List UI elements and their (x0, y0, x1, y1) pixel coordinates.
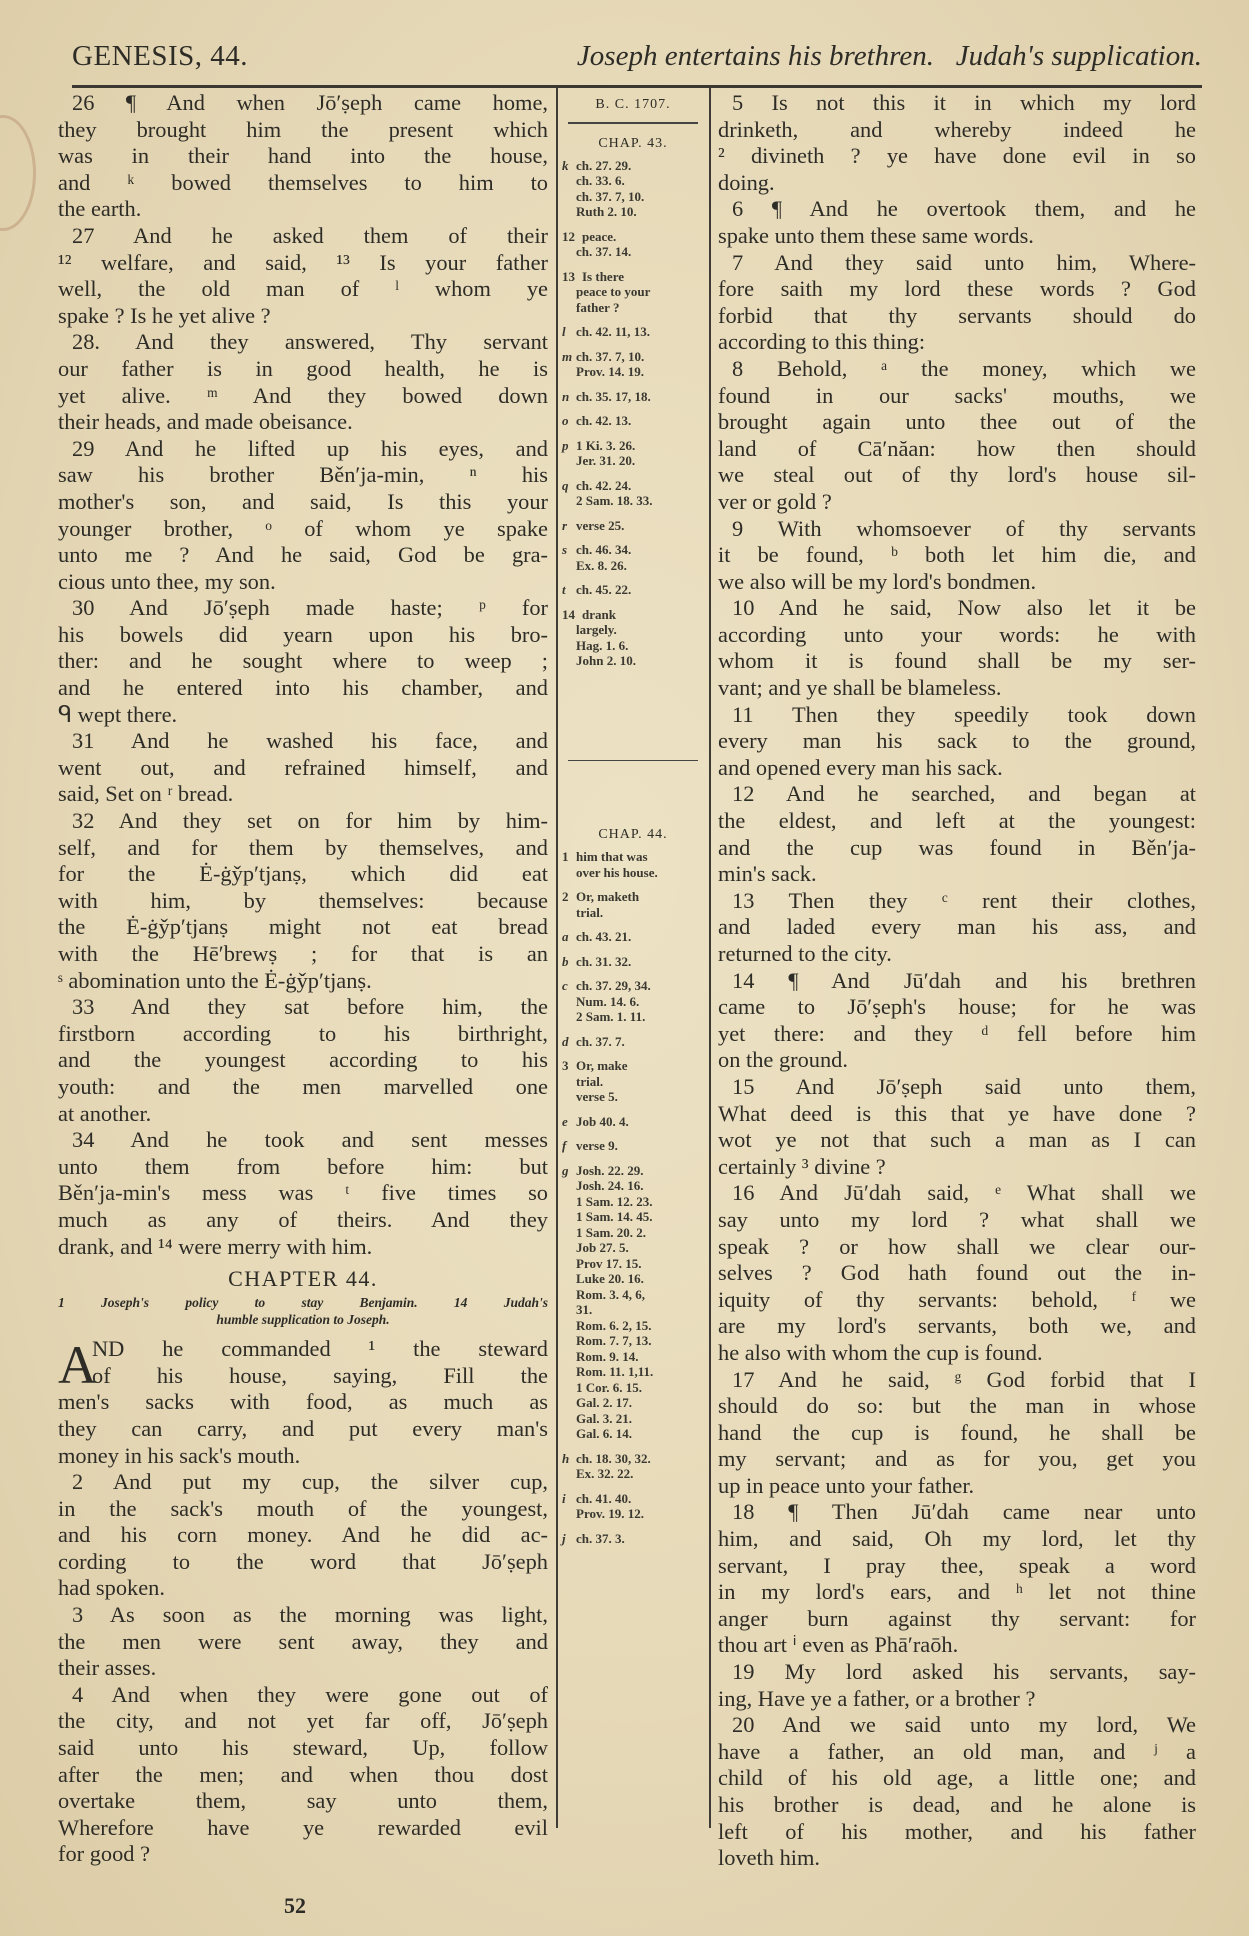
note-marker: d (562, 1033, 569, 1049)
text-line: with the Hē′brewṣ ; for that is an (58, 941, 548, 966)
text-line: brought again unto thee out of the (718, 409, 1196, 435)
note-text: ch. 41. 40. (576, 1490, 632, 1506)
note-text: drank (582, 606, 616, 622)
text-line: loveth him. (718, 1845, 820, 1871)
note-marker: 3 (562, 1058, 569, 1073)
text-line: spake unto them these same words. (718, 222, 1034, 248)
text-line: 33 And they sat before him, the (72, 994, 548, 1020)
note-text: 1 Sam. 14. 45. (576, 1209, 653, 1224)
note-marker: b (562, 953, 569, 969)
note-text: ch. 37. 3. (576, 1530, 625, 1546)
text-line: had spoken. (58, 1575, 165, 1601)
text-line: and his corn money. And he did ac- (58, 1522, 548, 1548)
text-line: 16 And Jū′dah said, ᵉ What shall we (732, 1180, 1196, 1206)
text-line: 3 As soon as the morning was light, (72, 1602, 548, 1628)
text-line: in my lord's ears, and ʰ let not thine (718, 1579, 1196, 1605)
text-line: according to this thing: (718, 329, 926, 355)
text-line: for the Ė-ġy̌p′tjanṣ, which did eat (58, 861, 548, 887)
margin-note (562, 1451, 704, 1482)
margin-note (562, 1058, 704, 1105)
note-text: verse 5. (576, 1089, 618, 1104)
text-line: What deed is this that ye have done ? (718, 1100, 1196, 1126)
text-line: cording to the word that Jō′ṣeph (58, 1548, 548, 1574)
text-line: unto me ? And he said, God be gra- (58, 542, 548, 568)
margin-note (562, 438, 704, 469)
note-marker: 1 (562, 849, 569, 864)
text-line: the earth. (58, 196, 142, 222)
text-line: much as any of theirs. And they (58, 1206, 548, 1232)
left-text-column (58, 90, 548, 1868)
text-line: men's sacks with food, as much as (58, 1389, 548, 1415)
note-marker: g (562, 1162, 569, 1178)
note-text: Job 40. 4. (576, 1113, 629, 1129)
text-line: forbid that thy servants should do (718, 302, 1196, 328)
note-text: Or, maketh (576, 889, 640, 904)
text-line: for good ? (58, 1841, 151, 1867)
margin-note (562, 1138, 704, 1154)
text-line: 5 Is not this it in which my lord (732, 90, 1196, 115)
text-line: thou art ⁱ even as Phā′raōh. (718, 1632, 959, 1658)
text-line: younger brother, ᵒ of whom ye spake (58, 515, 548, 541)
text-line: said, Set on ʳ bread. (58, 781, 234, 807)
text-line: in the sack's mouth of the youngest, (58, 1495, 548, 1521)
text-line: his brother is dead, and he alone is (718, 1792, 1196, 1817)
margin-note (562, 849, 704, 880)
note-text: peace. (582, 228, 617, 244)
note-text: ch. 37. 7. (576, 1033, 625, 1049)
text-line: drinketh, and whereby indeed he (718, 116, 1196, 142)
text-line: 28. And they answered, Thy servant (72, 329, 548, 355)
note-marker: o (562, 413, 569, 428)
text-line: went out, and refrained himself, and (58, 754, 548, 780)
note-text: trial. (576, 1073, 604, 1089)
verses-ch44 (58, 1336, 548, 1868)
note-text: Prov 17. 15. (576, 1255, 642, 1271)
page-stain (0, 115, 36, 231)
note-text: Rom. 11. 1,11. (576, 1364, 654, 1379)
margin-note (562, 978, 704, 1025)
note-text: verse 9. (576, 1138, 618, 1153)
note-marker: q (562, 477, 569, 493)
text-line: Wherefore have ye rewarded evil (58, 1814, 548, 1840)
note-text: Gal. 3. 21. (576, 1410, 632, 1426)
notes-ch43 (562, 158, 704, 669)
text-line: ² divineth ? ye have done evil in so (718, 143, 1196, 169)
note-text: Josh. 22. 29. (576, 1162, 644, 1178)
drop-cap: A (58, 1335, 97, 1396)
text-line: him, and said, Oh my lord, let thy (718, 1526, 1196, 1552)
note-marker: a (562, 929, 569, 944)
note-text: over his house. (576, 864, 658, 880)
margin-note (562, 413, 704, 429)
text-line: after the men; and when thou dost (58, 1761, 548, 1787)
text-line: vant; and ye shall be blameless. (718, 675, 1002, 701)
margin-note (562, 478, 704, 509)
text-line: and he entered into his chamber, and (58, 675, 548, 701)
text-line: 34 And he took and sent messes (72, 1127, 548, 1153)
text-line: wot ye not that such a man as I can (718, 1127, 1196, 1153)
text-line: returned to the city. (718, 941, 892, 966)
note-text: Rom. 3. 4, 6, (576, 1286, 645, 1302)
text-line: firstborn according to his birthright, (58, 1020, 548, 1046)
note-marker: h (562, 1450, 570, 1466)
column-divider-right (709, 88, 711, 1828)
running-header (72, 40, 1202, 82)
margin-note (562, 158, 704, 220)
text-line: and laded every man his ass, and (718, 914, 1196, 940)
note-text: Gal. 6. 14. (576, 1426, 632, 1441)
text-line: and the cup was found in Běn′ja- (718, 834, 1196, 860)
note-text: Luke 20. 16. (576, 1271, 644, 1286)
margin-note (562, 1034, 704, 1050)
text-line: servant, I pray thee, speak a word (718, 1552, 1196, 1578)
text-line: ND he commanded ¹ the steward (92, 1336, 548, 1362)
text-line: 17 And he said, ᵍ God forbid that I (732, 1366, 1196, 1392)
text-line: the eldest, and left at the youngest: (718, 808, 1196, 834)
text-line: spake ? Is he yet alive ? (58, 302, 271, 328)
margin-rule (568, 122, 698, 124)
note-marker: r (562, 517, 568, 533)
text-line: 26 ¶ And when Jō′ṣeph came home, (72, 90, 548, 115)
note-text: 2 Sam. 1. 11. (576, 1009, 646, 1024)
margin-note (562, 349, 704, 380)
text-line: 30 And Jō′ṣeph made haste; ᵖ for (72, 595, 548, 621)
margin-note (562, 607, 704, 669)
text-line: hand the cup is found, he shall be (718, 1419, 1196, 1445)
note-text: verse 25. (576, 517, 625, 533)
chapter-summary-line: 1 Joseph's policy to stay Benjamin. 14 Judah's (58, 1295, 548, 1311)
running-title: Joseph entertains his brethren. Judah's supplication. (576, 40, 1202, 72)
text-line: their asses. (58, 1655, 157, 1681)
note-text: Rom. 6. 2, 15. (576, 1317, 652, 1333)
text-line: said unto his steward, Up, follow (58, 1735, 548, 1761)
text-line: fore saith my lord these words ? God (718, 276, 1196, 302)
text-line: was in their hand into the house, (58, 143, 548, 169)
text-line: drank, and ¹⁴ were merry with him. (58, 1233, 373, 1259)
text-line: certainly ³ divine ? (718, 1153, 886, 1179)
text-line: found in our sacks' mouths, we (718, 382, 1196, 408)
text-line: 6 ¶ And he overtook them, and he (732, 196, 1196, 222)
text-line: they brought him the present which (58, 116, 548, 142)
note-text: ch. 46. 34. (576, 542, 632, 557)
text-line: 4 And when they were gone out of (72, 1681, 548, 1707)
note-text: him that was (576, 849, 648, 864)
margin-note (562, 1163, 704, 1442)
text-line: well, the old man of ˡ whom ye (58, 276, 548, 302)
text-line: their heads, and made obeisance. (58, 409, 353, 435)
note-text: Ruth 2. 10. (576, 204, 637, 219)
note-text: ch. 18. 30, 32. (576, 1450, 651, 1466)
text-line: money in his sack's mouth. (58, 1442, 301, 1468)
text-line: yet alive. ᵐ And they bowed down (58, 382, 548, 408)
margin-note (562, 1531, 704, 1547)
note-marker: c (562, 978, 568, 993)
text-line: he also with whom the cup is found. (718, 1339, 1043, 1365)
text-line: and the youngest according to his (58, 1047, 548, 1073)
text-line: youth: and the men marvelled one (58, 1073, 548, 1099)
note-text: ch. 31. 32. (576, 953, 632, 969)
text-line: of his house, saying, Fill the (92, 1362, 548, 1388)
verses-ch43 (58, 90, 548, 1260)
note-marker: n (562, 388, 570, 404)
text-line: whom it is found shall be my ser- (718, 648, 1196, 674)
text-line: up in peace unto your father. (718, 1472, 975, 1498)
note-text: Rom. 7. 7, 13. (576, 1333, 652, 1348)
note-text: ch. 37. 7, 10. (576, 348, 645, 364)
margin-chapter-44: CHAP. 44. (598, 827, 668, 842)
note-text: Gal. 2. 17. (576, 1395, 632, 1410)
margin-note (562, 1491, 704, 1522)
note-text: Prov. 14. 19. (576, 364, 645, 379)
text-line: we steal out of thy lord's house sil- (718, 462, 1196, 488)
text-line: 18 ¶ Then Jū′dah came near unto (732, 1499, 1196, 1525)
text-line: 12 And he searched, and began at (732, 781, 1196, 807)
text-line: iquity of thy servants: behold, ᶠ we (718, 1286, 1196, 1312)
text-line: at another. (58, 1100, 152, 1126)
text-line: ing, Have ye a father, or a brother ? (718, 1685, 1036, 1711)
text-line: 15 And Jō′ṣeph said unto them, (732, 1073, 1196, 1099)
margin-note (562, 889, 704, 920)
note-text: Josh. 24. 16. (576, 1178, 644, 1193)
text-line: 32 And they set on for him by him- (72, 808, 548, 834)
margin-note (562, 389, 704, 405)
text-line: every man his sack to the ground, (718, 728, 1196, 754)
text-line: overtake them, say unto them, (58, 1788, 548, 1814)
text-line: speak ? or how shall we clear our- (718, 1233, 1196, 1259)
note-text: ch. 35. 17, 18. (576, 388, 651, 404)
text-line: according unto your words: he with (718, 621, 1196, 647)
text-line: and ᵏ bowed themselves to him to (58, 169, 548, 195)
note-text: Job 27. 5. (576, 1240, 629, 1255)
margin-rule (568, 760, 698, 762)
text-line: 13 Then they ᶜ rent their clothes, (732, 887, 1196, 913)
chapter-summary-line: humble supplication to Joseph. (216, 1312, 390, 1328)
text-line: it be found, ᵇ both let him die, and (718, 542, 1196, 568)
text-line: his bowels did yearn upon his bro- (58, 621, 548, 647)
text-line: 14 ¶ And Jū′dah and his brethren (732, 967, 1196, 993)
text-line: with him, by themselves: because (58, 887, 548, 913)
note-marker: 12 (562, 228, 575, 244)
text-line: should do so: but the man in whose (718, 1393, 1196, 1419)
text-line: 2 And put my cup, the silver cup, (72, 1469, 548, 1495)
text-line: have a father, an old man, and ʲ a (718, 1738, 1196, 1764)
text-line: 9 With whomsoever of thy servants (732, 515, 1196, 541)
text-line: anger burn against thy servant: for (718, 1605, 1196, 1631)
note-text: Jer. 31. 20. (576, 453, 636, 468)
text-line: doing. (718, 169, 775, 195)
text-line: ther: and he sought where to weep ; (58, 648, 548, 674)
note-marker: k (562, 157, 569, 173)
text-line: mother's son, and said, Is this your (58, 488, 548, 514)
note-text: largely. (576, 622, 617, 637)
text-line: and opened every man his sack. (718, 754, 1003, 780)
text-line: 19 My lord asked his servants, say- (732, 1659, 1196, 1685)
right-text-column (718, 90, 1196, 1872)
note-text: Hag. 1. 6. (576, 637, 629, 653)
text-line: 20 And we said unto my lord, We (732, 1712, 1196, 1738)
margin-note (562, 582, 704, 598)
note-text: Prov. 19. 12. (576, 1506, 645, 1521)
text-line: my servant; and as for you, get you (718, 1446, 1196, 1472)
text-line: yet there: and they ᵈ fell before him (718, 1020, 1196, 1046)
note-marker: s (562, 542, 568, 557)
margin-date: B. C. 1707. (595, 97, 671, 112)
note-marker: p (562, 437, 569, 453)
text-line: the Ė-ġy̌p′tjanṣ might not eat bread (58, 914, 548, 940)
text-line: 10 And he said, Now also let it be (732, 595, 1196, 621)
note-text: Ex. 8. 26. (576, 557, 627, 573)
text-line: are my lord's servants, both we, and (718, 1313, 1196, 1339)
text-line: came to Jō′ṣeph's house; for he was (718, 994, 1196, 1020)
text-line: they can carry, and put every man's (58, 1415, 548, 1441)
text-line: 29 And he lifted up his eyes, and (72, 435, 548, 461)
text-line: we also will be my lord's bondmen. (718, 568, 1037, 594)
note-text: 1 Cor. 6. 15. (576, 1379, 642, 1395)
note-marker: i (562, 1490, 566, 1506)
note-text: Ex. 32. 22. (576, 1466, 634, 1481)
text-line: our father is in good health, he is (58, 355, 548, 381)
note-text: 31. (576, 1302, 593, 1317)
text-line: min's sack. (718, 861, 817, 887)
text-line: on the ground. (718, 1047, 848, 1073)
text-line: the men were sent away, they and (58, 1628, 548, 1654)
text-line: 11 Then they speedily took down (732, 701, 1196, 727)
note-text: peace to your (576, 284, 651, 299)
note-text: Or, make (576, 1058, 628, 1073)
text-line: say unto my lord ? what shall we (718, 1206, 1196, 1232)
note-text: Rom. 9. 14. (576, 1348, 639, 1364)
verses-ch44-continued (718, 90, 1196, 1872)
margin-chapter-43: CHAP. 43. (598, 135, 668, 151)
note-text: trial. (576, 904, 604, 920)
text-line: land of Cā′năan: how then should (718, 435, 1196, 461)
page-number: 52 (284, 1893, 306, 1918)
margin-note (562, 929, 704, 945)
note-marker: m (562, 348, 573, 364)
note-text: ch. 37. 7, 10. (576, 188, 645, 204)
note-text: ch. 45. 22. (576, 582, 632, 597)
text-line: selves ? God hath found out the in- (718, 1260, 1196, 1286)
note-text: Is there (582, 268, 625, 284)
note-text: father ? (576, 299, 620, 315)
note-marker: 2 (562, 889, 569, 904)
chapter-heading: CHAPTER 44. (228, 1266, 378, 1292)
text-line: cious unto thee, my son. (58, 568, 276, 594)
book-chapter-label: GENESIS, 44. (72, 40, 248, 72)
note-text: 1 Sam. 12. 23. (576, 1193, 653, 1209)
header-rule (72, 85, 1202, 88)
text-line: saw his brother Běn′ja-min, ⁿ his (58, 462, 548, 488)
note-text: ch. 42. 24. (576, 477, 632, 493)
note-marker: t (562, 582, 566, 597)
note-marker: 13 (562, 268, 575, 284)
text-line: ver or gold ? (718, 488, 832, 514)
marginal-references (562, 92, 704, 1555)
text-line: ˢ abomination unto the Ė-ġy̌p′tjanṣ. (58, 967, 372, 993)
margin-note (562, 1114, 704, 1130)
text-line: 7 And they said unto him, Where- (732, 249, 1196, 275)
note-marker: 14 (562, 606, 575, 622)
text-line: 8 Behold, ᵃ the money, which we (732, 355, 1196, 381)
margin-note (562, 324, 704, 340)
margin-note (562, 542, 704, 573)
note-text: John 2. 10. (576, 653, 636, 668)
note-marker: e (562, 1113, 568, 1129)
note-text: ch. 43. 21. (576, 929, 632, 944)
note-text: Num. 14. 6. (576, 993, 640, 1009)
note-marker: j (562, 1530, 566, 1546)
text-line: ᑫ wept there. (58, 701, 178, 727)
text-line: unto them from before him: but (58, 1153, 548, 1179)
text-line: Běn′ja-min's mess was ᵗ five times so (58, 1180, 548, 1206)
margin-note (562, 518, 704, 534)
column-divider-left (556, 88, 558, 1828)
note-text: 2 Sam. 18. 33. (576, 493, 653, 508)
note-text: ch. 42. 11, 13. (576, 324, 651, 339)
margin-note (562, 954, 704, 970)
margin-note (562, 229, 704, 260)
text-line: 27 And he asked them of their (72, 222, 548, 248)
text-line: left of his mother, and his father (718, 1818, 1196, 1844)
note-text: 1 Sam. 20. 2. (576, 1224, 647, 1240)
note-text: ch. 37. 29, 34. (576, 978, 651, 993)
chapter-opening (58, 1336, 548, 1868)
text-line: ¹² welfare, and said, ¹³ Is your father (58, 249, 548, 275)
text-line: 31 And he washed his face, and (72, 728, 548, 754)
margin-note (562, 269, 704, 316)
text-line: the city, and not yet far off, Jō′ṣeph (58, 1708, 548, 1734)
note-text: 1 Ki. 3. 26. (576, 437, 636, 453)
note-text: ch. 42. 13. (576, 413, 632, 428)
note-text: ch. 33. 6. (576, 173, 625, 188)
note-text: ch. 37. 14. (576, 244, 632, 259)
note-marker: f (562, 1138, 567, 1153)
text-line: child of his old age, a little one; and (718, 1765, 1196, 1791)
note-marker: l (562, 324, 566, 339)
note-text: ch. 27. 29. (576, 157, 632, 173)
text-line: self, and for them by themselves, and (58, 834, 548, 860)
notes-ch44 (562, 849, 704, 1546)
